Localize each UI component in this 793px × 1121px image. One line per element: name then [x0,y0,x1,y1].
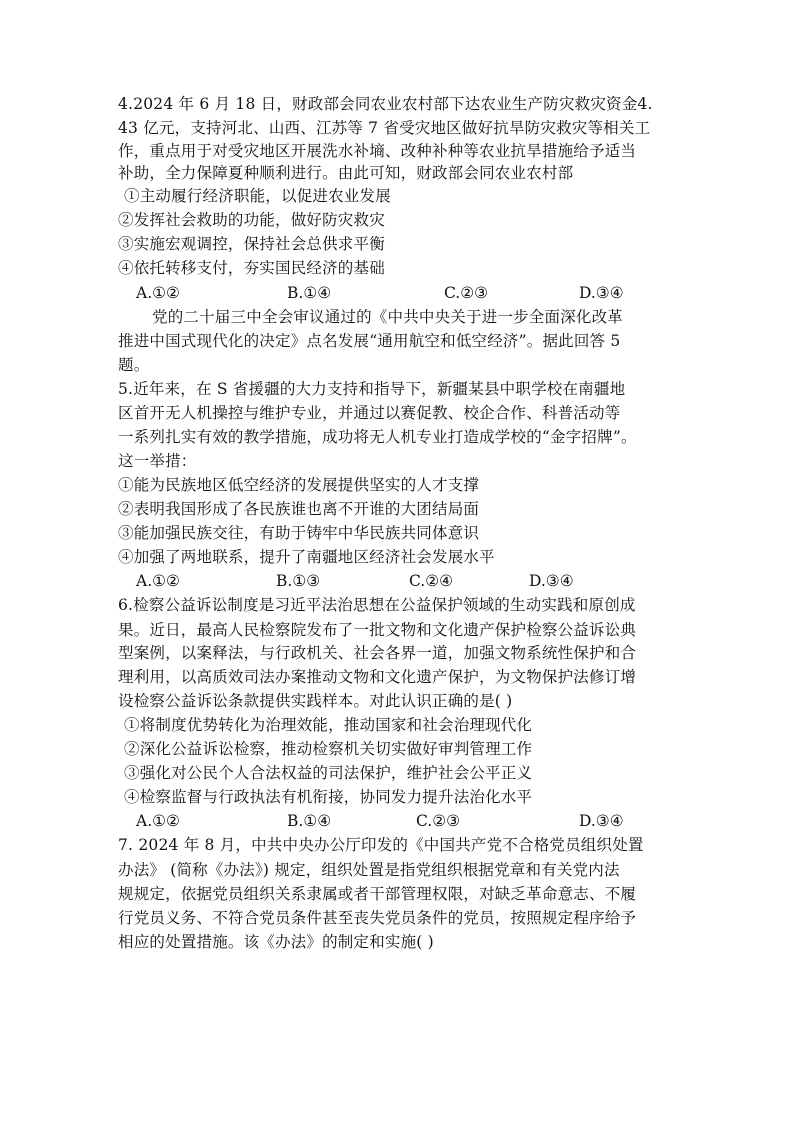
question-6-item-4: ④检察监督与行政执法有机衔接，协同发力提升法治化水平 [124,788,533,806]
question-5-option-b: B.①③ [276,572,321,590]
question-5-line: 区首开无人机操控与维护专业，并通过以赛促教、校企合作、科普活动等 [118,404,621,422]
question-7-line: 规规定，依据党员组织关系隶属或者干部管理权限，对缺乏革命意志、不履 [118,885,637,903]
question-5-option-c: C.②④ [409,572,454,590]
question-7-line: 7. 2024 年 8 月，中共中央办公厅印发的《中国共产党不合格党员组织处置 [118,836,644,854]
question-5-option-a: A.①② [136,572,180,590]
question-4-line: 作，重点用于对受灾地区开展洗水补墒、改种补种等农业抗旱措施给予适当 [118,142,637,160]
question-4-line: 43 亿元，支持河北、山西、江苏等 7 省受灾地区做好抗旱防灾救灾等相关工 [118,119,651,137]
question-5-line: 这一举措： [118,452,197,470]
question-7-line: 行党员义务、不符合党员条件甚至丧失党员条件的党员，按照规定程序给予 [118,909,637,927]
question-6-item-2: ②深化公益诉讼检察，推动检察机关切实做好审判管理工作 [124,740,533,758]
question-6-line: 6.检察公益诉讼制度是习近平法治思想在公益保护领域的生动实践和原创成 [118,596,636,614]
question-4-option-c: C.②③ [444,284,489,302]
question-6-item-3: ③强化对公民个人合法权益的司法保护，维护社会公平正义 [124,764,533,782]
question-4-option-d: D.③④ [579,284,624,302]
question-7-line: 相应的处置措施。该《办法》的制定和实施( ) [118,933,434,951]
question-6-item-1: ①将制度优势转化为治理效能，推动国家和社会治理现代化 [124,716,533,734]
intro-line: 党的二十届三中全会审议通过的《中共中央关于进一步全面深化改革 [152,308,624,326]
question-6-line: 设检察公益诉讼条款提供实践样本。对此认识正确的是( ) [118,692,513,710]
question-4-item-2: ②发挥社会救助的功能，做好防灾救灾 [118,211,385,229]
question-5-line: 5.近年来，在 S 省援疆的大力支持和指导下，新疆某县中职学校在南疆地 [118,380,626,398]
question-4-line: 4.2024 年 6 月 18 日，财政部会同农业农村部下达农业生产防灾救灾资金4. [118,95,653,113]
question-4-item-3: ③实施宏观调控，保持社会总供求平衡 [118,235,385,253]
question-6-line: 理利用，以高质效司法办案推动文物和文化遗产保护，为文物保护法修订增 [118,668,637,686]
intro-line: 推进中国式现代化的决定》点名发展“通用航空和低空经济”。据此回答 5 [118,332,621,350]
question-4-option-b: B.①④ [287,284,332,302]
intro-line: 题。 [118,356,150,374]
question-4-item-1: ①主动履行经济职能，以促进农业发展 [124,187,391,205]
question-5-line: 一系列扎实有效的教学措施，成功将无人机专业打造成学校的“金字招牌”。 [118,428,637,446]
question-6-line: 型案例，以案释法，与行政机关、社会各界一道，加强文物系统性保护和合 [118,644,637,662]
question-5-item-3: ③能加强民族交往，有助于铸牢中华民族共同体意识 [118,524,480,542]
question-6-option-d: D.③④ [579,812,624,830]
question-6-line: 果。近日，最高人民检察院发布了一批文物和文化遗产保护检察公益诉讼典 [118,621,637,639]
question-5-item-4: ④加强了两地联系，提升了南疆地区经济社会发展水平 [118,548,495,566]
question-7-line: 办法》 (简称《办法》) 规定，组织处置是指党组织根据党章和有关党内法 [118,861,620,879]
question-6-option-c: C.②③ [416,812,461,830]
question-5-item-2: ②表明我国形成了各民族谁也离不开谁的大团结局面 [118,500,480,518]
question-6-option-b: B.①④ [287,812,332,830]
question-4-item-4: ④依托转移支付，夯实国民经济的基础 [118,259,385,277]
question-5-option-d: D.③④ [529,572,574,590]
question-5-item-1: ①能为民族地区低空经济的发展提供坚实的人才支撑 [118,476,480,494]
question-6-option-a: A.①② [136,812,180,830]
question-4-option-a: A.①② [136,284,180,302]
question-4-line: 补助，全力保障夏种顺利进行。由此可知，财政部会同农业农村部 [118,164,574,182]
